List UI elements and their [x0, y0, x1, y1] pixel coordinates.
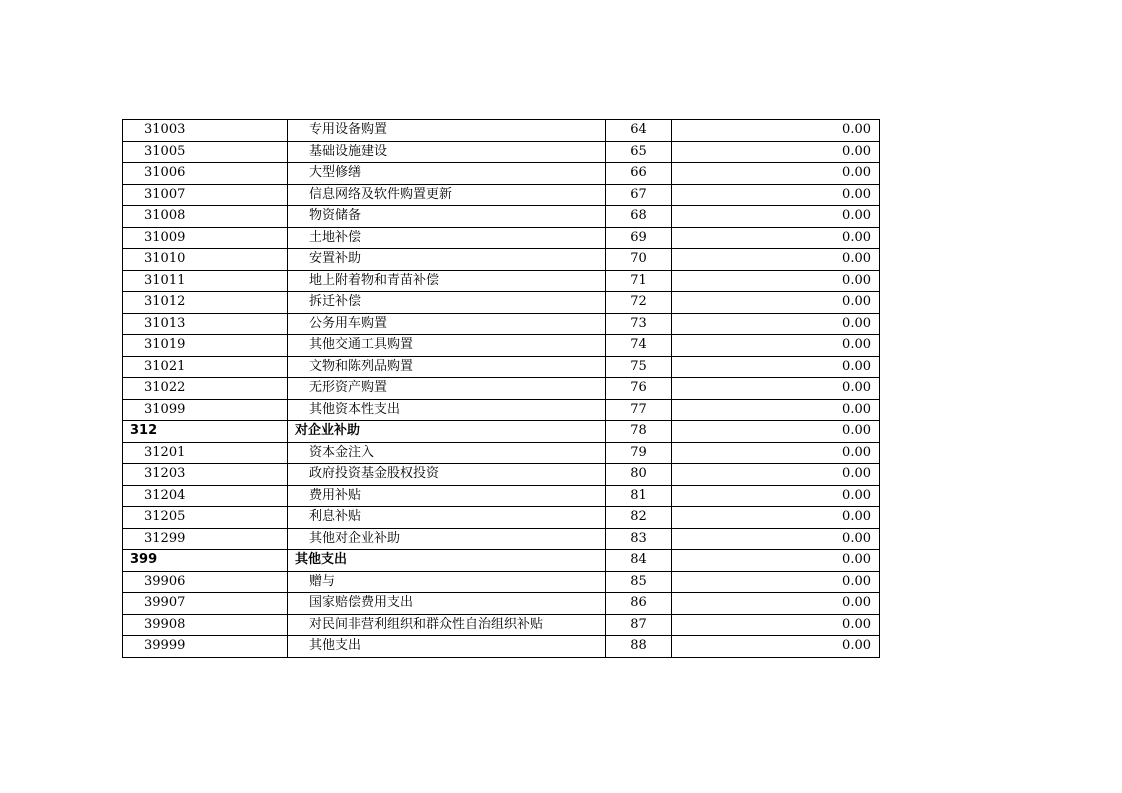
subject-name-cell: 地上附着物和青苗补偿 — [288, 270, 606, 292]
table-row — [123, 571, 880, 593]
line-number-cell: 81 — [606, 485, 672, 507]
table-row — [123, 163, 880, 185]
amount-cell: 0.00 — [672, 614, 880, 636]
subject-name-cell: 政府投资基金股权投资 — [288, 464, 606, 486]
subject-code-cell: 31008 — [123, 206, 288, 228]
line-number-cell: 86 — [606, 593, 672, 615]
subject-code-cell: 31019 — [123, 335, 288, 357]
line-number-cell: 87 — [606, 614, 672, 636]
subject-code-cell: 31007 — [123, 184, 288, 206]
subject-code-cell: 31009 — [123, 227, 288, 249]
line-number-cell: 83 — [606, 528, 672, 550]
subject-name-cell: 大型修缮 — [288, 163, 606, 185]
amount-cell: 0.00 — [672, 571, 880, 593]
subject-code-cell: 31005 — [123, 141, 288, 163]
line-number-cell: 66 — [606, 163, 672, 185]
amount-cell: 0.00 — [672, 421, 880, 443]
line-number-cell: 64 — [606, 120, 672, 142]
line-number-cell: 80 — [606, 464, 672, 486]
subject-name-cell: 利息补贴 — [288, 507, 606, 529]
amount-cell: 0.00 — [672, 507, 880, 529]
amount-cell: 0.00 — [672, 270, 880, 292]
line-number-cell: 84 — [606, 550, 672, 572]
subject-name-cell: 其他资本性支出 — [288, 399, 606, 421]
subject-code-cell: 31013 — [123, 313, 288, 335]
line-number-cell: 79 — [606, 442, 672, 464]
subject-code-cell: 31201 — [123, 442, 288, 464]
line-number-cell: 88 — [606, 636, 672, 658]
subject-name-cell: 文物和陈列品购置 — [288, 356, 606, 378]
category-row — [123, 550, 880, 572]
amount-cell: 0.00 — [672, 636, 880, 658]
amount-cell: 0.00 — [672, 528, 880, 550]
subject-code-cell: 31010 — [123, 249, 288, 271]
line-number-cell: 70 — [606, 249, 672, 271]
subject-code-cell: 31006 — [123, 163, 288, 185]
line-number-cell: 75 — [606, 356, 672, 378]
subject-name-cell: 土地补偿 — [288, 227, 606, 249]
amount-cell: 0.00 — [672, 206, 880, 228]
amount-cell: 0.00 — [672, 464, 880, 486]
subject-code-cell: 31205 — [123, 507, 288, 529]
table-row — [123, 249, 880, 271]
amount-cell: 0.00 — [672, 485, 880, 507]
subject-name-cell: 物资储备 — [288, 206, 606, 228]
subject-name-cell: 其他交通工具购置 — [288, 335, 606, 357]
table-row — [123, 184, 880, 206]
line-number-cell: 76 — [606, 378, 672, 400]
line-number-cell: 77 — [606, 399, 672, 421]
amount-cell: 0.00 — [672, 313, 880, 335]
subject-name-cell: 其他支出 — [288, 636, 606, 658]
line-number-cell: 85 — [606, 571, 672, 593]
expenditure-table-body — [123, 120, 880, 658]
subject-name-cell: 国家赔偿费用支出 — [288, 593, 606, 615]
amount-cell: 0.00 — [672, 356, 880, 378]
subject-code-cell: 31299 — [123, 528, 288, 550]
line-number-cell: 65 — [606, 141, 672, 163]
amount-cell: 0.00 — [672, 141, 880, 163]
subject-code-cell: 39999 — [123, 636, 288, 658]
amount-cell: 0.00 — [672, 442, 880, 464]
amount-cell: 0.00 — [672, 227, 880, 249]
table-row — [123, 399, 880, 421]
table-row — [123, 141, 880, 163]
table-row — [123, 378, 880, 400]
subject-name-cell: 资本金注入 — [288, 442, 606, 464]
table-row — [123, 528, 880, 550]
subject-name-cell: 费用补贴 — [288, 485, 606, 507]
line-number-cell: 73 — [606, 313, 672, 335]
table-row — [123, 120, 880, 142]
line-number-cell: 74 — [606, 335, 672, 357]
subject-name-cell: 赠与 — [288, 571, 606, 593]
expenditure-table — [122, 119, 880, 658]
subject-code-cell: 31203 — [123, 464, 288, 486]
line-number-cell: 69 — [606, 227, 672, 249]
subject-name-cell: 拆迁补偿 — [288, 292, 606, 314]
subject-name-cell: 对企业补助 — [288, 421, 606, 443]
line-number-cell: 82 — [606, 507, 672, 529]
subject-code-cell: 399 — [123, 550, 288, 572]
amount-cell: 0.00 — [672, 120, 880, 142]
subject-name-cell: 安置补助 — [288, 249, 606, 271]
line-number-cell: 78 — [606, 421, 672, 443]
subject-code-cell: 31012 — [123, 292, 288, 314]
table-row — [123, 270, 880, 292]
subject-code-cell: 31021 — [123, 356, 288, 378]
amount-cell: 0.00 — [672, 399, 880, 421]
subject-code-cell: 312 — [123, 421, 288, 443]
subject-name-cell: 专用设备购置 — [288, 120, 606, 142]
table-row — [123, 485, 880, 507]
amount-cell: 0.00 — [672, 593, 880, 615]
category-row — [123, 421, 880, 443]
amount-cell: 0.00 — [672, 550, 880, 572]
table-row — [123, 636, 880, 658]
line-number-cell: 67 — [606, 184, 672, 206]
amount-cell: 0.00 — [672, 249, 880, 271]
amount-cell: 0.00 — [672, 163, 880, 185]
table-row — [123, 614, 880, 636]
line-number-cell: 72 — [606, 292, 672, 314]
amount-cell: 0.00 — [672, 292, 880, 314]
subject-name-cell: 对民间非营利组织和群众性自治组织补贴 — [288, 614, 606, 636]
subject-name-cell: 公务用车购置 — [288, 313, 606, 335]
subject-name-cell: 无形资产购置 — [288, 378, 606, 400]
amount-cell: 0.00 — [672, 184, 880, 206]
table-row — [123, 335, 880, 357]
subject-code-cell: 39908 — [123, 614, 288, 636]
amount-cell: 0.00 — [672, 335, 880, 357]
subject-name-cell: 基础设施建设 — [288, 141, 606, 163]
subject-name-cell: 其他对企业补助 — [288, 528, 606, 550]
subject-code-cell: 31204 — [123, 485, 288, 507]
subject-code-cell: 31003 — [123, 120, 288, 142]
subject-code-cell: 31022 — [123, 378, 288, 400]
subject-code-cell: 39906 — [123, 571, 288, 593]
table-row — [123, 227, 880, 249]
table-row — [123, 442, 880, 464]
subject-name-cell: 信息网络及软件购置更新 — [288, 184, 606, 206]
table-row — [123, 507, 880, 529]
table-row — [123, 313, 880, 335]
line-number-cell: 71 — [606, 270, 672, 292]
table-row — [123, 292, 880, 314]
subject-code-cell: 31099 — [123, 399, 288, 421]
table-row — [123, 593, 880, 615]
line-number-cell: 68 — [606, 206, 672, 228]
amount-cell: 0.00 — [672, 378, 880, 400]
table-row — [123, 464, 880, 486]
subject-name-cell: 其他支出 — [288, 550, 606, 572]
table-row — [123, 356, 880, 378]
subject-code-cell: 31011 — [123, 270, 288, 292]
subject-code-cell: 39907 — [123, 593, 288, 615]
table-row — [123, 206, 880, 228]
